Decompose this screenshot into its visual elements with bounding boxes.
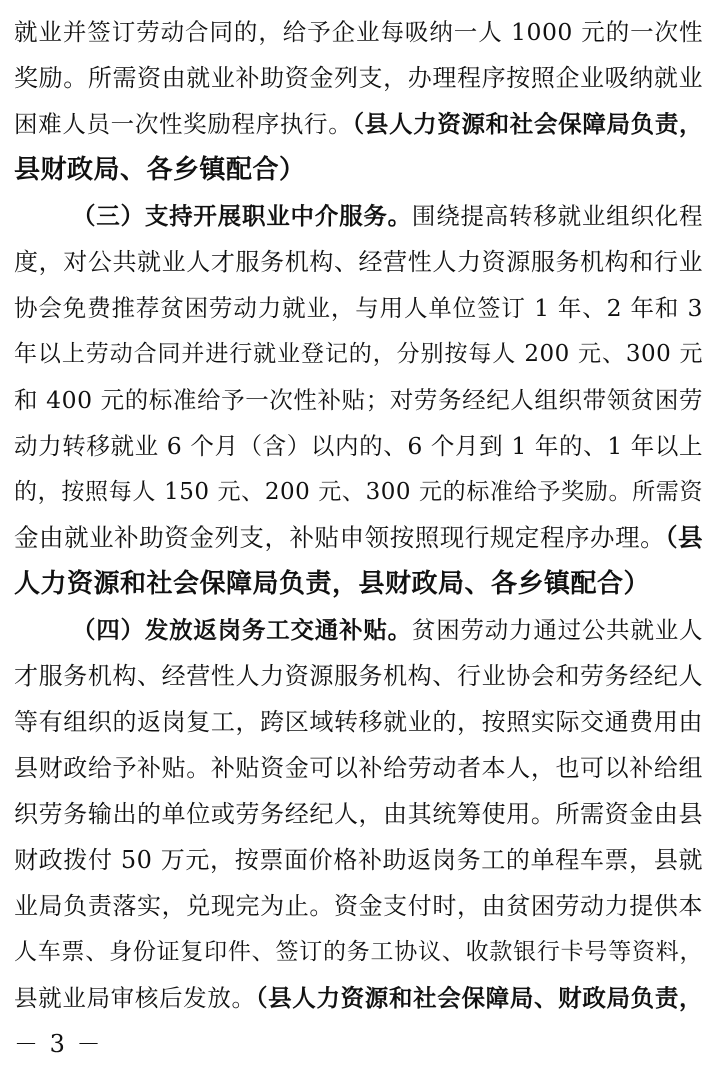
text-run: 县就业局审核后发放。 xyxy=(14,984,256,1012)
text-line xyxy=(0,654,713,698)
text-line xyxy=(0,286,713,330)
text-run: 就业并签订劳动合同的，给予企业每吸纳一人 1000 元的一次性 xyxy=(14,18,703,46)
page-number: － 3 － xyxy=(14,1030,103,1058)
text-line xyxy=(0,746,713,790)
text-run: 人车票、身份证复印件、签订的务工协议、收款银行卡号等资料， xyxy=(14,939,703,965)
text-line xyxy=(0,424,713,468)
text-line xyxy=(0,976,713,1020)
text-run: 等有组织的返岗复工，跨区域转移就业的，按照实际交通费用由 xyxy=(14,708,703,736)
text-run-bold: （县 xyxy=(665,523,703,552)
text-run-bold: 人力资源和社会保障局负责，县财政局、各乡镇配合） xyxy=(14,569,651,599)
text-line xyxy=(0,332,713,376)
text-line xyxy=(0,240,713,284)
text-run: 业局负责落实，兑现完为止。资金支付时，由贫困劳动力提供本 xyxy=(14,892,703,920)
text-line xyxy=(0,194,713,238)
text-line xyxy=(0,148,306,192)
text-line xyxy=(0,930,713,974)
text-run: 金由就业补助资金列支，补贴申领按照现行规定程序办理。 xyxy=(14,523,666,552)
text-line xyxy=(0,10,713,54)
text-line xyxy=(0,102,713,146)
text-run: 才服务机构、经营性人力资源服务机构、行业协会和劳务经纪人 xyxy=(14,662,703,690)
text-run: 年以上劳动合同并进行就业登记的，分别按每人 200 元、300 元 xyxy=(14,341,703,367)
text-line xyxy=(0,700,713,744)
text-run: 困难人员一次性奖励程序执行。 xyxy=(14,110,353,138)
text-run: 围绕提高转移就业组织化程 xyxy=(411,202,704,230)
text-line xyxy=(0,562,650,606)
text-run-bold: 县财政局、各乡镇配合） xyxy=(14,155,306,185)
text-line xyxy=(0,792,713,836)
text-run: 织劳务输出的单位或劳务经纪人，由其统筹使用。所需资金由县 xyxy=(14,800,703,828)
text-run-bold: （县人力资源和社会保障局负责， xyxy=(352,110,703,138)
text-line xyxy=(0,516,713,560)
text-line xyxy=(0,378,713,422)
text-run: 财政拨付 50 万元，按票面价格补助返岗务工的单程车票，县就 xyxy=(14,846,703,874)
text-run: 协会免费推荐贫困劳动力就业，与用人单位签订 1 年、2 年和 3 xyxy=(14,294,703,322)
section-heading: （四）发放返岗务工交通补贴。 xyxy=(72,616,412,644)
text-run: 县财政给予补贴。补贴资金可以补给劳动者本人，也可以补给组 xyxy=(14,754,703,782)
text-run: 奖励。所需资由就业补助资金列支，办理程序按照企业吸纳就业 xyxy=(14,64,703,92)
text-line xyxy=(0,470,713,514)
text-line xyxy=(0,608,713,652)
text-line xyxy=(0,838,713,882)
text-run-bold: （县人力资源和社会保障局、财政局负责， xyxy=(255,984,704,1012)
text-run: 动力转移就业 6 个月（含）以内的、6 个月到 1 年的、1 年以上 xyxy=(14,432,703,460)
text-run: 度，对公共就业人才服务机构、经营性人力资源服务机构和行业 xyxy=(14,248,703,276)
text-line xyxy=(0,56,713,100)
text-run: 贫困劳动力通过公共就业人 xyxy=(411,616,704,644)
text-run: 和 400 元的标准给予一次性补贴；对劳务经纪人组织带领贫困劳 xyxy=(14,386,703,414)
section-heading: （三）支持开展职业中介服务。 xyxy=(72,202,412,230)
text-line xyxy=(0,884,713,928)
text-run: 的，按照每人 150 元、200 元、300 元的标准给予奖励。所需资 xyxy=(14,479,703,505)
